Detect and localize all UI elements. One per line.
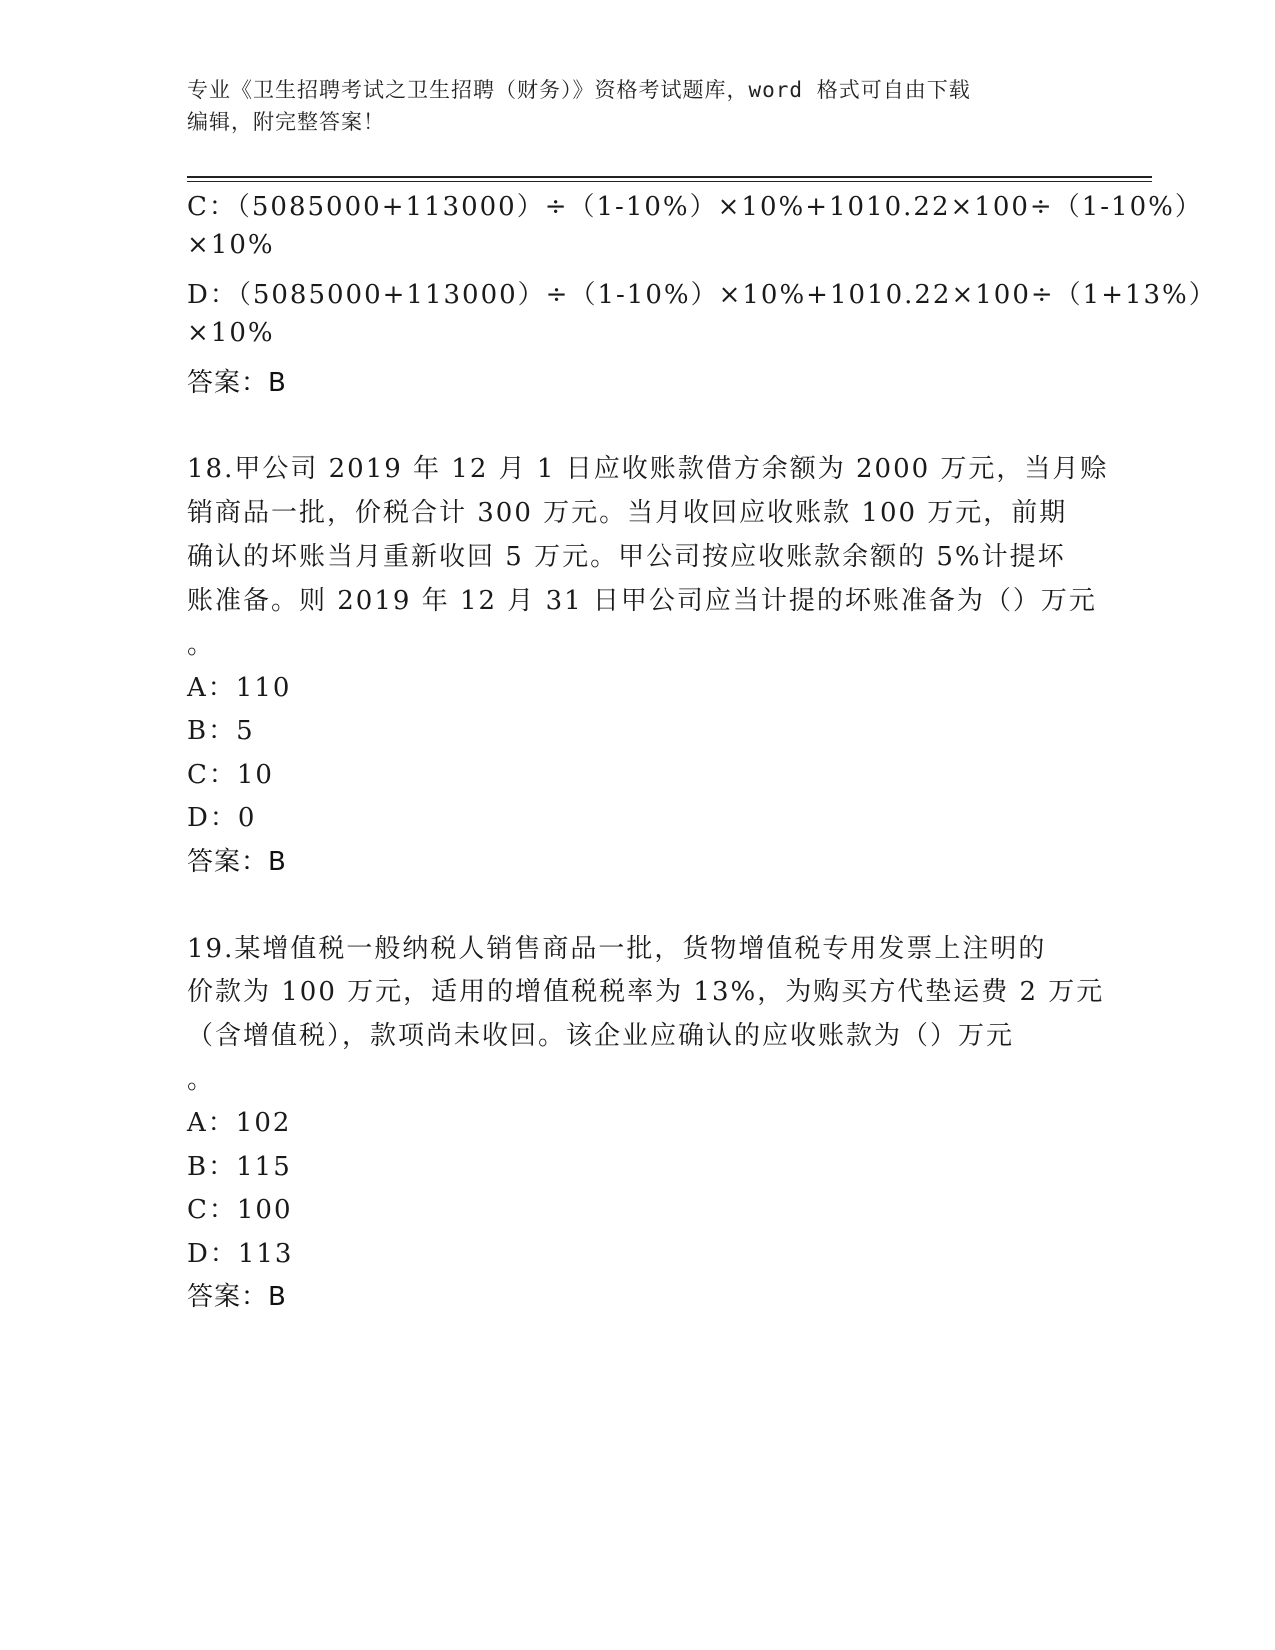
q17-option-c-line-1: C：（5085000+113000）÷（1-10%）×10%+1010.22×100÷（1-10%） — [187, 192, 1203, 222]
q19-option-b: B：115 — [187, 1152, 292, 1182]
header-line-2: 编辑，附完整答案！ — [187, 110, 385, 134]
q19-option-c: C：100 — [187, 1195, 293, 1225]
header-line-1: 专业《卫生招聘考试之卫生招聘（财务）》资格考试题库，word 格式可自由下载 — [187, 78, 971, 102]
q19-answer: 答案：B — [187, 1282, 287, 1312]
q18-answer: 答案：B — [187, 847, 287, 877]
q18-stem-line-4: 账准备。则 2019 年 12 月 31 日甲公司应当计提的坏账准备为（）万元 — [187, 586, 1097, 616]
q19-option-a: A：102 — [187, 1108, 292, 1138]
q19-stem-line-4: 。 — [187, 1065, 216, 1095]
q18-option-b: B：5 — [187, 716, 255, 746]
q17-option-c-line-2: ×10% — [187, 230, 275, 260]
header-divider-thick — [187, 176, 1152, 178]
q18-option-c: C：10 — [187, 760, 274, 790]
q18-stem-line-5: 。 — [187, 630, 216, 660]
q19-stem-line-1: 19.某增值税一般纳税人销售商品一批，货物增值税专用发票上注明的 — [187, 934, 1047, 964]
q18-stem-line-2: 销商品一批，价税合计 300 万元。当月收回应收账款 100 万元，前期 — [187, 498, 1068, 528]
q18-stem-line-1: 18.甲公司 2019 年 12 月 1 日应收账款借方余额为 2000 万元，当月赊 — [187, 454, 1109, 484]
q18-option-d: D：0 — [187, 803, 257, 833]
q18-stem-line-3: 确认的坏账当月重新收回 5 万元。甲公司按应收账款余额的 5%计提坏 — [187, 542, 1066, 572]
q17-option-d-line-1: D：（5085000+113000）÷（1-10%）×10%+1010.22×100÷（1+13%） — [187, 280, 1217, 310]
q19-option-d: D：113 — [187, 1239, 294, 1269]
q18-option-a: A：110 — [187, 673, 292, 703]
q19-stem-line-3: （含增值税），款项尚未收回。该企业应确认的应收账款为（）万元 — [187, 1021, 1015, 1051]
q19-stem-line-2: 价款为 100 万元，适用的增值税税率为 13%，为购买方代垫运费 2 万元 — [187, 977, 1105, 1007]
page-header — [187, 74, 1087, 138]
q17-answer: 答案：B — [187, 368, 287, 398]
q17-option-d-line-2: ×10% — [187, 318, 275, 348]
header-divider-thin — [187, 181, 1152, 182]
